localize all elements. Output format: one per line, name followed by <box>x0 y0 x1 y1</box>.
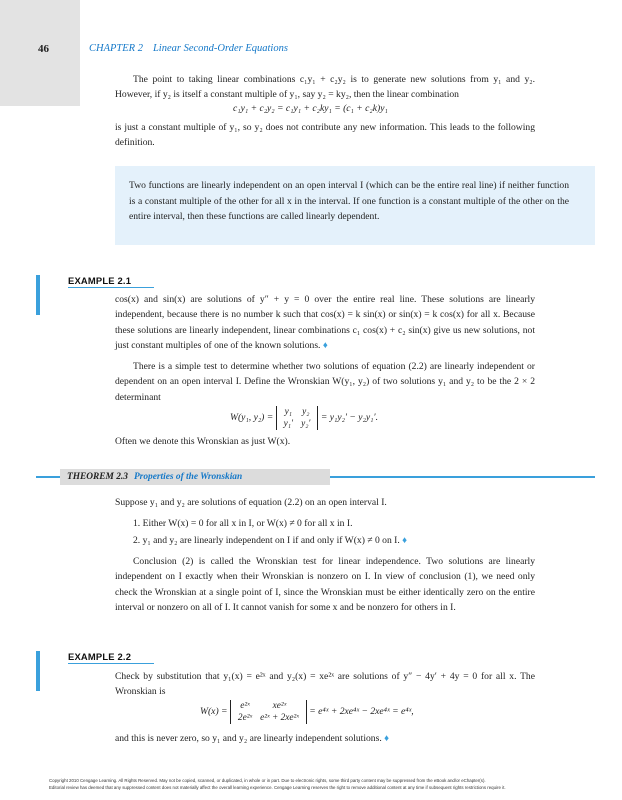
example-2-rhs: = e⁴ˣ + 2xe⁴ˣ − 2xe⁴ˣ = e⁴ˣ, <box>309 706 414 718</box>
example-2-lhs: W(x) = <box>200 706 228 718</box>
wronskian-note: Often we denote this Wronskian as just W(x). <box>115 436 291 447</box>
example-heading: EXAMPLE 2.1 <box>68 275 132 286</box>
chapter-title: Linear Second-Order Equations <box>152 43 288 54</box>
theorem-item-1: 1. Either W(x) = 0 for all x in I, or W(x) ≠ 0 for all x in I. <box>133 518 353 529</box>
example-body: cos(x) and sin(x) are solutions of y″ + y = 0 over the entire real line. These solutions are linearly independent, because there is no number k such that cos(x) = k sin(x) or sin(x) = k cos(x) for all x. Because these solutions are linearly independent, linear combinations c₁ cos(x) + c₂ sin(x) give us new solutions, not just constant multiples of one of the known solutions. <box>115 294 535 352</box>
example-2-conclusion-text: and this is never zero, so y₁ and y₂ are linearly independent solutions. <box>115 733 382 744</box>
det-entry: y₁ <box>284 407 293 417</box>
end-diamond-icon: ♦ <box>322 340 328 352</box>
theorem-item-2 <box>133 534 543 548</box>
theorem-heading <box>67 472 242 482</box>
det-entry: y₂ <box>302 407 310 417</box>
det-entry: 2e²ˣ <box>237 713 253 723</box>
theorem-title: Properties of the Wronskian <box>133 472 243 482</box>
example-2-equation <box>200 700 414 724</box>
wronskian-rhs: = y₁y₂′ − y₂y₁′. <box>320 412 378 424</box>
copyright-line-1: Copyright 2010 Cengage Learning. All Rights Reserved. May not be copied, scanned, or duplicated, in whole or in part. Due to electronic rights, some third party content may be suppressed from the eBook and/or eChapter(s). <box>49 778 486 783</box>
det-entry: y₁′ <box>283 419 294 429</box>
theorem-intro: Suppose y₁ and y₂ are solutions of equation (2.2) on an open interval I. <box>115 497 387 508</box>
wronskian-paragraph: There is a simple test to determine whether two solutions of equation (2.2) are linearly independent or dependent on an open interval I. Define the Wronskian W(y₁, y₂) of two solutions y₁ and y₂ to be the 2 × 2 determinant <box>115 361 535 403</box>
theorem-conclusion: Conclusion (2) is called the Wronskian test for linear independence. Two solutions are linearly independent on I exactly when their Wronskian is nonzero on I. In view of conclusion (1), we need only check the Wronskian at a single point of I, since the Wronskian must be either identically zero on the entire interval or nonzero on all of I. It cannot vanish for some x and be nonzero for others in I. <box>115 556 535 614</box>
example-sidebar <box>36 651 40 691</box>
intro-paragraph-1: The point to taking linear combinations c₁y₁ + c₂y₂ is to generate new solutions from y₁ and y₂. However, if y₂ is itself a constant multiple of y₁, say y₂ = ky₂, then the linear combination <box>115 74 535 101</box>
running-head <box>89 43 288 54</box>
det-entry: y₂′ <box>301 419 311 429</box>
example-2-conclusion <box>115 731 535 746</box>
example-heading: EXAMPLE 2.2 <box>68 651 132 662</box>
wronskian-equation <box>230 406 378 430</box>
end-diamond-icon: ♦ <box>384 733 390 744</box>
display-equation-1: c₁y₁ + c₂y₂ = c₁y₁ + c₂ky₁ = (c₁ + c₂k)y₁ <box>233 103 388 114</box>
wronskian-lhs: W(y₁, y₂) = <box>230 412 274 424</box>
det-entry: xe²ˣ <box>272 701 287 711</box>
example-text <box>115 292 535 354</box>
definition-text: Two functions are linearly independent on an open interval I (which can be the entire real line) if neither function is a constant multiple of the other for all x in the interval. If one function is a constant multiple of the other on the entire interval, then these functions are called linearly dependent. <box>129 180 569 223</box>
theorem-label: THEOREM 2.3 <box>67 472 128 482</box>
example-text: Check by substitution that y₁(x) = e²ˣ and y₂(x) = xe²ˣ are solutions of y″ − 4y′ + 4y = 0 for all x. The Wronskian is <box>115 671 535 698</box>
example-rule <box>68 287 154 288</box>
intro-paragraph-2: is just a constant multiple of y₁, so y₂ does not contribute any new information. This leads to the following definition. <box>115 122 535 149</box>
copyright-line-2: Editorial review has deemed that any suppressed content does not materially affect the overall learning experience. Cengage Learning reserves the right to remove additional content at any time if subsequent rights restrictions require it. <box>49 785 506 790</box>
det-entry: e²ˣ <box>240 701 250 711</box>
example-rule <box>68 663 154 664</box>
end-diamond-icon: ♦ <box>402 535 408 546</box>
wronskian-determinant <box>276 406 319 430</box>
theorem-item-2-text: 2. y₁ and y₂ are linearly independent on I if and only if W(x) ≠ 0 on I. <box>133 535 400 546</box>
chapter-label: CHAPTER 2 <box>89 43 143 54</box>
page-number: 46 <box>38 43 49 55</box>
example-2-determinant <box>230 700 307 724</box>
det-entry: e²ˣ + 2xe²ˣ <box>260 713 299 723</box>
definition-box <box>115 166 595 245</box>
example-sidebar <box>36 275 40 315</box>
